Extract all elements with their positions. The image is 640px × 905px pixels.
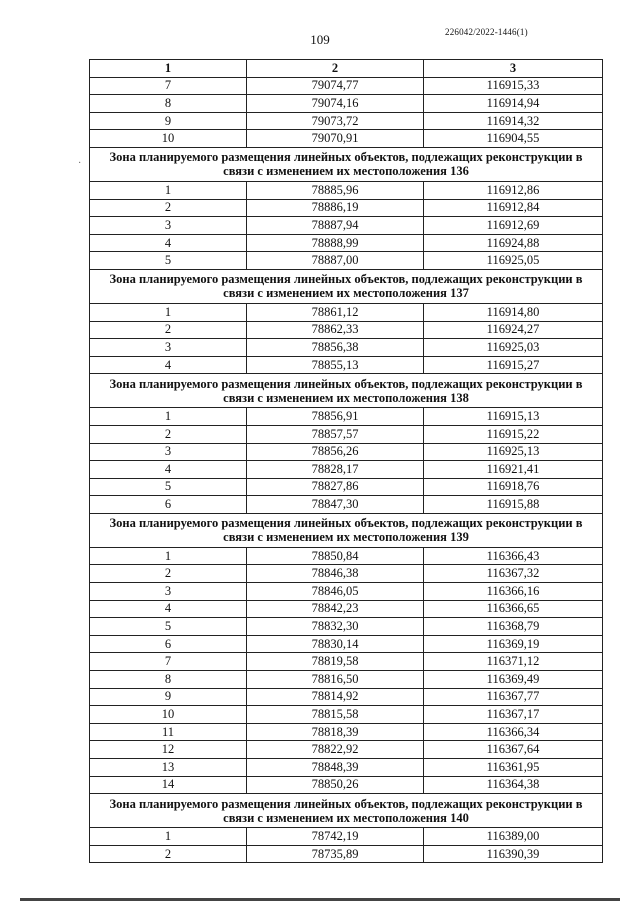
cell-x-coordinate: 78815,58 (247, 706, 424, 724)
cell-y-coordinate: 116912,69 (424, 217, 603, 235)
table-row (90, 443, 603, 461)
table-row (90, 408, 603, 426)
cell-point-number: 8 (90, 671, 247, 689)
cell-x-coordinate: 78850,26 (247, 776, 424, 794)
cell-x-coordinate: 78819,58 (247, 653, 424, 671)
table-row (90, 845, 603, 863)
table-row (90, 461, 603, 479)
cell-point-number: 2 (90, 845, 247, 863)
cell-x-coordinate: 78735,89 (247, 845, 424, 863)
cell-y-coordinate: 116918,76 (424, 478, 603, 496)
cell-point-number: 4 (90, 461, 247, 479)
zone-title-row (90, 513, 603, 547)
cell-point-number: 7 (90, 77, 247, 95)
cell-point-number: 4 (90, 600, 247, 618)
cell-x-coordinate: 78827,86 (247, 478, 424, 496)
cell-y-coordinate: 116915,22 (424, 425, 603, 443)
cell-x-coordinate: 78856,38 (247, 339, 424, 357)
cell-y-coordinate: 116361,95 (424, 759, 603, 777)
table-row (90, 496, 603, 514)
cell-point-number: 3 (90, 217, 247, 235)
cell-y-coordinate: 116371,12 (424, 653, 603, 671)
cell-y-coordinate: 116390,39 (424, 845, 603, 863)
cell-x-coordinate: 78856,26 (247, 443, 424, 461)
cell-x-coordinate: 78888,99 (247, 234, 424, 252)
cell-point-number: 1 (90, 408, 247, 426)
cell-y-coordinate: 116921,41 (424, 461, 603, 479)
header-cell-x: 2 (247, 60, 424, 78)
table-row (90, 706, 603, 724)
cell-point-number: 1 (90, 303, 247, 321)
cell-point-number: 11 (90, 723, 247, 741)
table-header-row (90, 60, 603, 78)
table-row (90, 688, 603, 706)
cell-x-coordinate: 78886,19 (247, 199, 424, 217)
cell-point-number: 5 (90, 478, 247, 496)
zone-title: Зона планируемого размещения линейных объектов, подлежащих реконструкции в связи с изменением их местоположения 139 (90, 513, 603, 547)
cell-x-coordinate: 78742,19 (247, 828, 424, 846)
table-row (90, 759, 603, 777)
table-row (90, 547, 603, 565)
cell-point-number: 14 (90, 776, 247, 794)
cell-x-coordinate: 79073,72 (247, 112, 424, 130)
cell-point-number: 2 (90, 199, 247, 217)
cell-y-coordinate: 116924,88 (424, 234, 603, 252)
table-row (90, 653, 603, 671)
cell-y-coordinate: 116924,27 (424, 321, 603, 339)
table-row (90, 181, 603, 199)
cell-y-coordinate: 116389,00 (424, 828, 603, 846)
cell-x-coordinate: 78814,92 (247, 688, 424, 706)
cell-y-coordinate: 116366,16 (424, 583, 603, 601)
cell-x-coordinate: 78887,94 (247, 217, 424, 235)
cell-point-number: 3 (90, 583, 247, 601)
cell-y-coordinate: 116367,64 (424, 741, 603, 759)
cell-x-coordinate: 78842,23 (247, 600, 424, 618)
cell-y-coordinate: 116925,13 (424, 443, 603, 461)
cell-x-coordinate: 78828,17 (247, 461, 424, 479)
cell-y-coordinate: 116925,05 (424, 252, 603, 270)
cell-y-coordinate: 116904,55 (424, 130, 603, 148)
cell-x-coordinate: 78830,14 (247, 635, 424, 653)
table-row (90, 252, 603, 270)
cell-point-number: 7 (90, 653, 247, 671)
table-row (90, 217, 603, 235)
cell-y-coordinate: 116369,49 (424, 671, 603, 689)
zone-title: Зона планируемого размещения линейных объектов, подлежащих реконструкции в связи с изменением их местоположения 136 (90, 147, 603, 181)
cell-y-coordinate: 116367,32 (424, 565, 603, 583)
cell-y-coordinate: 116915,88 (424, 496, 603, 514)
zone-title: Зона планируемого размещения линейных объектов, подлежащих реконструкции в связи с изменением их местоположения 137 (90, 269, 603, 303)
table-row (90, 303, 603, 321)
cell-point-number: 1 (90, 828, 247, 846)
cell-x-coordinate: 78861,12 (247, 303, 424, 321)
cell-point-number: 3 (90, 443, 247, 461)
margin-mark: · (78, 158, 82, 169)
cell-x-coordinate: 78887,00 (247, 252, 424, 270)
table-row (90, 425, 603, 443)
cell-point-number: 3 (90, 339, 247, 357)
table-row (90, 776, 603, 794)
cell-y-coordinate: 116914,94 (424, 95, 603, 113)
cell-y-coordinate: 116367,17 (424, 706, 603, 724)
cell-x-coordinate: 78885,96 (247, 181, 424, 199)
cell-x-coordinate: 78862,33 (247, 321, 424, 339)
zone-title: Зона планируемого размещения линейных объектов, подлежащих реконструкции в связи с изменением их местоположения 138 (90, 374, 603, 408)
table-row (90, 828, 603, 846)
cell-x-coordinate: 78855,13 (247, 356, 424, 374)
table-row (90, 600, 603, 618)
zone-title-row (90, 374, 603, 408)
table-row (90, 618, 603, 636)
zone-title-row (90, 147, 603, 181)
table-row (90, 339, 603, 357)
cell-point-number: 4 (90, 356, 247, 374)
document-reference: 226042/2022-1446(1) (445, 27, 528, 37)
bottom-scan-edge (20, 898, 620, 901)
cell-y-coordinate: 116925,03 (424, 339, 603, 357)
cell-x-coordinate: 78856,91 (247, 408, 424, 426)
table-row (90, 723, 603, 741)
cell-y-coordinate: 116914,80 (424, 303, 603, 321)
cell-point-number: 5 (90, 618, 247, 636)
cell-y-coordinate: 116915,33 (424, 77, 603, 95)
cell-x-coordinate: 78857,57 (247, 425, 424, 443)
cell-y-coordinate: 116915,27 (424, 356, 603, 374)
cell-x-coordinate: 79074,77 (247, 77, 424, 95)
cell-point-number: 2 (90, 321, 247, 339)
cell-point-number: 12 (90, 741, 247, 759)
table-row (90, 356, 603, 374)
cell-x-coordinate: 79070,91 (247, 130, 424, 148)
cell-x-coordinate: 78850,84 (247, 547, 424, 565)
table-row (90, 583, 603, 601)
zone-title: Зона планируемого размещения линейных объектов, подлежащих реконструкции в связи с изменением их местоположения 140 (90, 794, 603, 828)
table-row (90, 478, 603, 496)
cell-x-coordinate: 78822,92 (247, 741, 424, 759)
cell-point-number: 6 (90, 496, 247, 514)
table-row (90, 321, 603, 339)
table-row (90, 741, 603, 759)
cell-point-number: 10 (90, 130, 247, 148)
cell-point-number: 1 (90, 547, 247, 565)
cell-point-number: 2 (90, 425, 247, 443)
table-row (90, 199, 603, 217)
zone-title-row (90, 269, 603, 303)
cell-point-number: 2 (90, 565, 247, 583)
table-row (90, 671, 603, 689)
cell-point-number: 1 (90, 181, 247, 199)
zone-title-row (90, 794, 603, 828)
table-row (90, 234, 603, 252)
cell-point-number: 4 (90, 234, 247, 252)
cell-y-coordinate: 116912,84 (424, 199, 603, 217)
cell-point-number: 10 (90, 706, 247, 724)
cell-point-number: 8 (90, 95, 247, 113)
cell-x-coordinate: 78816,50 (247, 671, 424, 689)
cell-x-coordinate: 78818,39 (247, 723, 424, 741)
page-number: 109 (310, 32, 330, 47)
cell-y-coordinate: 116366,65 (424, 600, 603, 618)
cell-x-coordinate: 78846,38 (247, 565, 424, 583)
cell-x-coordinate: 79074,16 (247, 95, 424, 113)
table-row (90, 77, 603, 95)
cell-point-number: 13 (90, 759, 247, 777)
table-row (90, 130, 603, 148)
cell-y-coordinate: 116912,86 (424, 181, 603, 199)
table-row (90, 635, 603, 653)
cell-x-coordinate: 78848,39 (247, 759, 424, 777)
header-cell-y: 3 (424, 60, 603, 78)
cell-y-coordinate: 116366,43 (424, 547, 603, 565)
cell-point-number: 5 (90, 252, 247, 270)
cell-y-coordinate: 116366,34 (424, 723, 603, 741)
cell-point-number: 9 (90, 112, 247, 130)
cell-x-coordinate: 78847,30 (247, 496, 424, 514)
coordinates-table (89, 59, 603, 863)
cell-y-coordinate: 116367,77 (424, 688, 603, 706)
cell-y-coordinate: 116368,79 (424, 618, 603, 636)
cell-y-coordinate: 116364,38 (424, 776, 603, 794)
table-body (90, 60, 603, 863)
cell-y-coordinate: 116914,32 (424, 112, 603, 130)
table-row (90, 95, 603, 113)
cell-x-coordinate: 78846,05 (247, 583, 424, 601)
cell-point-number: 9 (90, 688, 247, 706)
cell-x-coordinate: 78832,30 (247, 618, 424, 636)
cell-point-number: 6 (90, 635, 247, 653)
table-row (90, 565, 603, 583)
cell-y-coordinate: 116915,13 (424, 408, 603, 426)
cell-y-coordinate: 116369,19 (424, 635, 603, 653)
header-cell-point: 1 (90, 60, 247, 78)
table-row (90, 112, 603, 130)
